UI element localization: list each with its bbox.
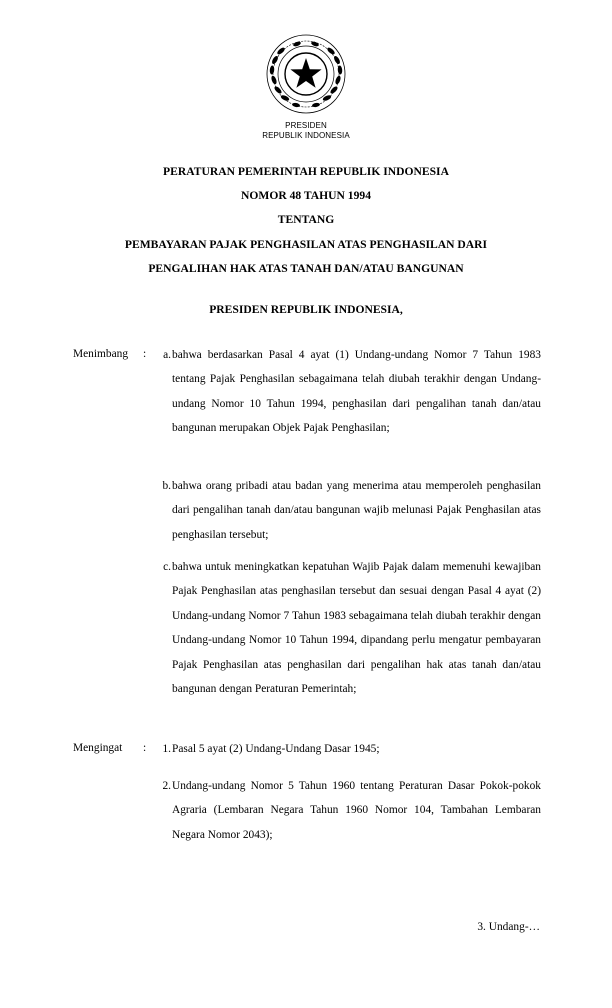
item-text: Pasal 5 ayat (2) Undang-Undang Dasar 1945; bbox=[172, 743, 380, 755]
menimbang-item-c bbox=[145, 555, 541, 701]
president-heading: PRESIDEN REPUBLIK INDONESIA, bbox=[209, 303, 403, 316]
menimbang-colon: : bbox=[143, 348, 147, 360]
title-about: TENTANG bbox=[277, 213, 335, 227]
document-title bbox=[0, 160, 612, 281]
item-marker: b. bbox=[162, 480, 171, 492]
item-text: bahwa orang pribadi atau badan yang menerima atau memperoleh penghasilan dari pengalihan tanah dan/atau bangunan wajib melunasi Pajak Penghasilan atas penghasilan tersebut; bbox=[172, 480, 541, 541]
emblem-caption-president: PRESIDEN bbox=[285, 121, 327, 130]
mengingat-item-2 bbox=[145, 774, 541, 847]
mengingat-label: Mengingat bbox=[73, 742, 123, 754]
menimbang-item-a bbox=[145, 343, 541, 441]
item-text: bahwa berdasarkan Pasal 4 ayat (1) Undang-undang Nomor 7 Tahun 1983 tentang Pajak Penghasilan sebagaimana telah diubah terakhir dengan Undang-undang Nomor 10 Tahun 1994, penghasilan dari pengalihan tanah dan/atau bangunan merupakan Objek Pajak Penghasilan; bbox=[172, 349, 541, 435]
item-marker: 1. bbox=[162, 743, 171, 755]
menimbang-item-b bbox=[145, 474, 541, 547]
emblem-caption-republic: REPUBLIK INDONESIA bbox=[262, 131, 350, 140]
title-number: NOMOR 48 TAHUN 1994 bbox=[241, 189, 371, 203]
page-continuation: 3. Undang-… bbox=[477, 921, 540, 933]
title-line: PERATURAN PEMERINTAH REPUBLIK INDONESIA bbox=[163, 165, 449, 178]
garuda-emblem-icon bbox=[264, 32, 348, 116]
item-marker: a. bbox=[163, 349, 171, 361]
menimbang-label: Menimbang bbox=[73, 348, 129, 360]
item-marker: c. bbox=[163, 561, 171, 573]
item-marker: 2. bbox=[162, 780, 171, 792]
mengingat-item-1 bbox=[145, 737, 541, 761]
title-subject-line2: PENGALIHAN HAK ATAS TANAH DAN/ATAU BANGUNAN bbox=[148, 261, 464, 275]
item-text: bahwa untuk meningkatkan kepatuhan Wajib Pajak dalam memenuhi kewajiban Pajak Penghasilan atas penghasilan tersebut dan sesuai dengan Pasal 4 ayat (2) Undang-undang Nomor 7 Tahun 1983 sebagaimana telah diubah terakhir dengan Undang-undang Nomor 10 Tahun 1994, dipandang perlu mengatur pembayaran Pajak Penghasilan atas penghasilan dari pengalihan hak atas tanah dan/atau bangunan dengan Peraturan Pemerintah; bbox=[172, 561, 541, 696]
mengingat-colon: : bbox=[143, 742, 147, 754]
title-subject-line1: PEMBAYARAN PAJAK PENGHASILAN ATAS PENGHASILAN DARI bbox=[124, 237, 488, 251]
item-text: Undang-undang Nomor 5 Tahun 1960 tentang Peraturan Dasar Pokok-pokok Agraria (Lembaran Negara Tahun 1960 Nomor 104, Tambahan Lembaran Negara Nomor 2043); bbox=[172, 780, 541, 841]
